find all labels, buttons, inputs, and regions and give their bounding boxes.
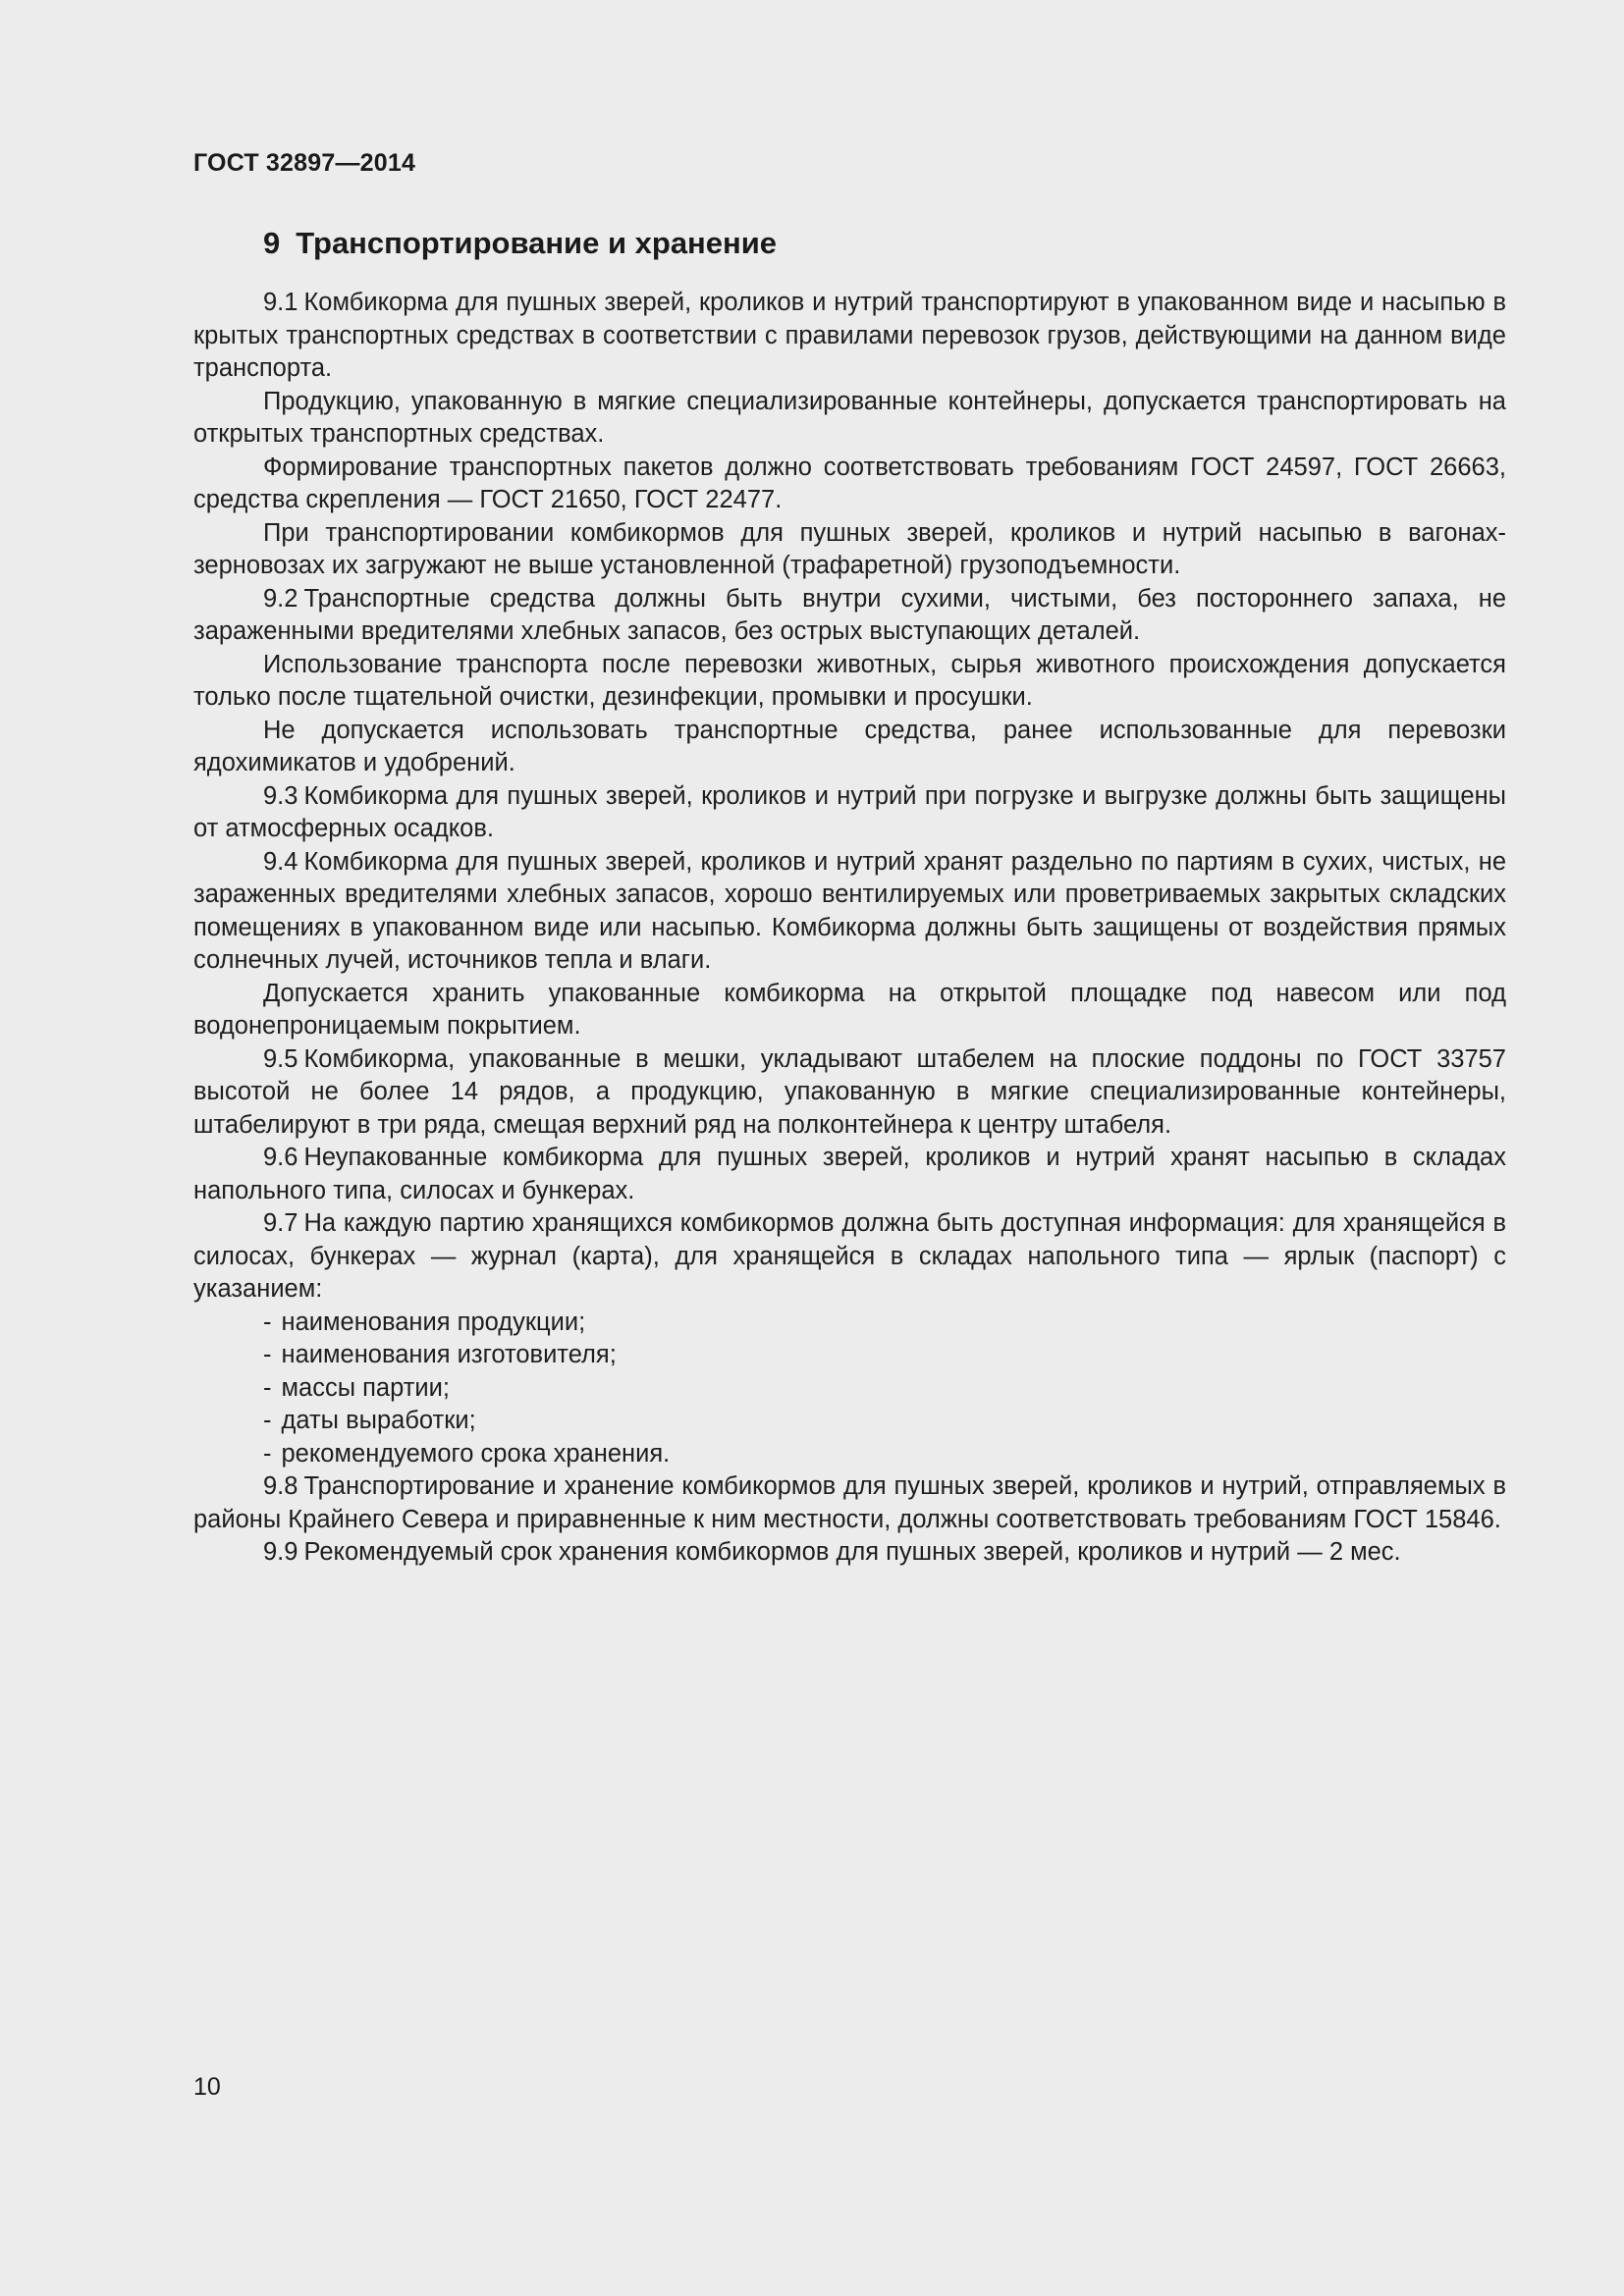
- list-item: - массы партии;: [263, 1373, 450, 1402]
- section-number: 9: [263, 226, 281, 260]
- paragraph-text: Использование транспорта после перевозки животных, сырья животного происхождения допускается только после тщательной очистки, дезинфекции, промывки и просушки.: [193, 650, 1506, 711]
- paragraph: [193, 715, 1506, 780]
- paragraph-text: Неупакованные комбикорма для пушных зверей, кроликов и нутрий хранят насыпью в складах напольного типа, силосах и бункерах.: [193, 1144, 1506, 1204]
- paragraph-text: Комбикорма для пушных зверей, кроликов и нутрий при погрузке и выгрузке должны быть защищены от атмосферных осадков.: [193, 781, 1506, 842]
- list-marker: -: [263, 1308, 272, 1336]
- paragraph-text: Допускается хранить упакованные комбикорма на открытой площадке под навесом или под водонепроницаемым покрытием.: [193, 979, 1506, 1040]
- list-marker: -: [263, 1341, 272, 1368]
- list-item: - рекомендуемого срока хранения.: [263, 1439, 671, 1468]
- list-item: - даты выработки;: [263, 1407, 476, 1434]
- paragraph: [193, 978, 1506, 1043]
- clause-number: 9.7: [263, 1209, 298, 1237]
- list-marker: -: [263, 1439, 272, 1468]
- info-list: [193, 1307, 1506, 1471]
- section-title: Транспортирование и хранение: [296, 226, 778, 260]
- paragraph-text: Комбикорма для пушных зверей, кроликов и нутрий транспортируют в упакованном виде и насыпью в крытых транспортных средствах в соответствии с правилами перевозок грузов, действующими на данном виде транспорта.: [193, 289, 1506, 382]
- paragraph-text: Транспортирование и хранение комбикормов для пушных зверей, кроликов и нутрий, отправляемых в районы Крайнего Севера и приравненные к ним местности, должны соответствовать требованиям ГОСТ 15846.: [193, 1472, 1506, 1533]
- paragraph: [193, 649, 1506, 715]
- paragraph-text: При транспортировании комбикормов для пушных зверей, кроликов и нутрий насыпью в вагонах-зерновозах их загружают не выше установленной (трафаретной) грузоподъемности.: [193, 518, 1506, 579]
- section-body: [193, 287, 1506, 1570]
- paragraph-text: Транспортные средства должны быть внутри сухими, чистыми, без постороннего запаха, не зараженными вредителями хлебных запасов, без острых выступающих деталей.: [193, 584, 1506, 645]
- list-marker: -: [263, 1373, 272, 1402]
- paragraph-text: Продукцию, упакованную в мягкие специализированные контейнеры, допускается транспортировать на открытых транспортных средствах.: [193, 387, 1506, 448]
- list-marker: -: [263, 1407, 272, 1434]
- clause-number: 9.4: [263, 847, 298, 876]
- paragraph-text: На каждую партию хранящихся комбикормов должна быть доступная информация: для хранящейся в силосах, бункерах — журнал (карта), для хранящейся в складах напольного типа — ярлык (паспорт) с указанием:: [193, 1209, 1506, 1303]
- paragraph-text: Комбикорма для пушных зверей, кроликов и нутрий хранят раздельно по партиям в сухих, чистых, не зараженных вредителями хлебных запасов, хорошо вентилируемых или проветриваемых закрытых складских помещениях в упакованном виде или насыпью. Комбикорма должны быть защищены от воздействия прямых солнечных лучей, источников тепла и влаги.: [193, 847, 1506, 974]
- clause-number: 9.1: [263, 289, 298, 316]
- clause-number: 9.6: [263, 1144, 298, 1171]
- page-number: 10: [193, 2073, 221, 2101]
- paragraph-text: Не допускается использовать транспортные средства, ранее использованные для перевозки ядохимикатов и удобрений.: [193, 716, 1506, 776]
- paragraph: [193, 1207, 1506, 1307]
- paragraph: [193, 1536, 1506, 1570]
- paragraph: [193, 846, 1506, 978]
- paragraph: [193, 517, 1506, 583]
- list-item: - наименования изготовителя;: [263, 1341, 617, 1368]
- paragraph: [193, 1043, 1506, 1143]
- clause-number: 9.3: [263, 781, 298, 810]
- paragraph-text: Комбикорма, упакованные в мешки, укладывают штабелем на плоские поддоны по ГОСТ 33757 высотой не более 14 рядов, а продукцию, упакованную в мягкие специализированные контейнеры, штабелируют в три ряда, смещая верхний ряд на полконтейнера к центру штабеля.: [193, 1044, 1506, 1139]
- clause-number: 9.8: [263, 1472, 298, 1500]
- paragraph: [193, 780, 1506, 846]
- document-code-header: ГОСТ 32897—2014: [193, 149, 416, 177]
- paragraph: [193, 386, 1506, 452]
- paragraph: [193, 452, 1506, 517]
- clause-number: 9.2: [263, 584, 298, 613]
- paragraph-text: Формирование транспортных пакетов должно соответствовать требованиям ГОСТ 24597, ГОСТ 26663, средства скрепления — ГОСТ 21650, ГОСТ 22477.: [193, 453, 1506, 513]
- paragraph: [193, 1470, 1506, 1536]
- clause-number: 9.5: [263, 1044, 298, 1073]
- paragraph: [193, 583, 1506, 649]
- section-heading: [263, 226, 777, 261]
- paragraph-text: Рекомендуемый срок хранения комбикормов для пушных зверей, кроликов и нутрий — 2 мес.: [303, 1538, 1401, 1566]
- paragraph: [193, 1142, 1506, 1207]
- paragraph: [193, 287, 1506, 386]
- list-item: - наименования продукции;: [263, 1308, 586, 1336]
- clause-number: 9.9: [263, 1538, 298, 1566]
